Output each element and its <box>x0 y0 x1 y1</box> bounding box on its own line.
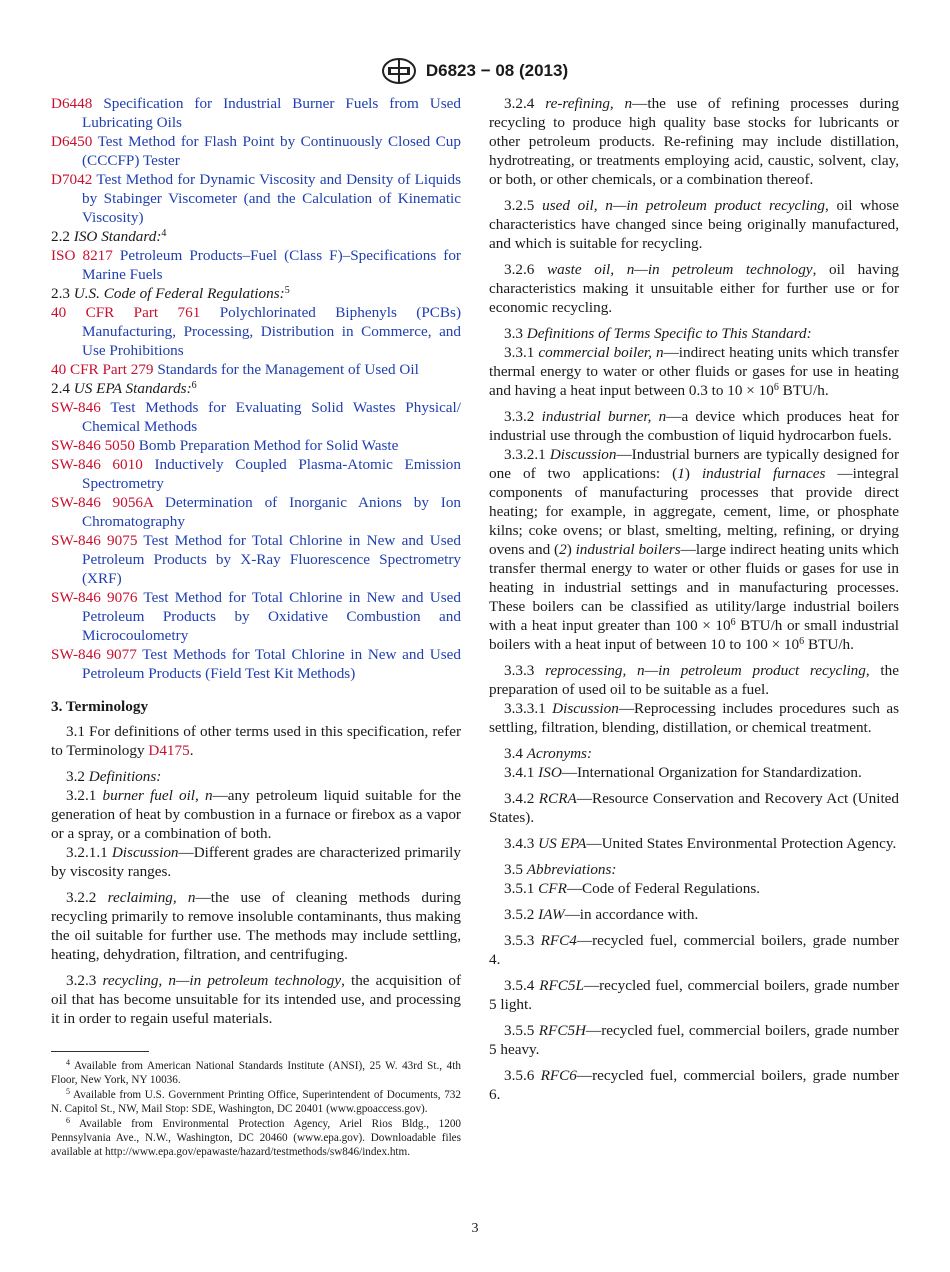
paragraph-3-4-3: 3.4.3 US EPA—United States Environmental Protection Agency. <box>504 835 897 852</box>
reference-item <box>51 94 461 132</box>
footnote: $^4$ Available from American National Standards Institute (ANSI), 25 W. 43rd St., 4th Floor, New York, NY 10036. <box>51 1058 461 1086</box>
reference-code-link[interactable]: D6450 <box>51 133 93 150</box>
paragraph-3-2-1: 3.2.1 burner fuel oil, n—any petroleum liquid suitable for the generation of heat by combustion in a furnace or firebox as a vapor or a spray, or a combination of both. <box>51 787 462 842</box>
page-number: 3 <box>471 1221 479 1236</box>
reference-code-link[interactable]: 40 CFR Part 279 <box>51 361 154 378</box>
reference-item <box>51 303 461 360</box>
left-column <box>51 94 461 1028</box>
paragraph-3-2-5: 3.2.5 used oil, n—in petroleum product recycling, oil whose characteristics have changed since being originally manufactured, and which is suitable for recycling. <box>489 197 900 252</box>
paragraph-3-3-3-1: 3.3.3.1 Discussion—Reprocessing includes procedures such as settling, filtration, blending, distillation, or chemical treatment. <box>489 700 900 736</box>
reference-item <box>51 455 461 493</box>
reference-code-link[interactable]: SW-846 9076 <box>51 589 138 606</box>
paragraph-3-2-3: 3.2.3 recycling, n—in petroleum technology, the acquisition of oil that has become unsuitable for its intended use, and processing it in order to regain useful materials. <box>51 972 462 1027</box>
reference-item <box>51 436 461 455</box>
paragraph-3-2: 3.2 Definitions: <box>66 768 162 785</box>
reference-title-link[interactable]: Test Methods for Total Chlorine in New and Used Petroleum Products (Field Test Kit Methods) <box>82 646 461 682</box>
reference-item <box>51 170 461 227</box>
astm-logo-icon <box>382 58 416 84</box>
paragraph-3-5: 3.5 Abbreviations: <box>504 861 617 878</box>
paragraph-3-3-2-1: 3.3.2.1 Discussion—Industrial burners are typically designed for one of two applications: (1) industrial furnaces —integral components of manufacturing processes that provide direct heating; for example, in aggregate, cement, lime, or phosphate kilns; coke ovens; or blast, smelting, melting, refining, or drying ovens and (2) industrial boilers—large indirect heating units which transfer thermal energy to water or other fluids or gases for use in heating in industrial settings and in manufacturing processes. These boilers can be classified as utility/large industrial boilers with a heat input greater than $100 \times 10^6$ BTU/h or small industrial boilers with a heat input of between 10 to $100 \times 10^6$ BTU/h. <box>489 446 899 653</box>
paragraph-3-2-4: 3.2.4 re-refining, n—the use of refining processes during recycling to produce high quality base stocks for lubricants or other petroleum products. Re-refining may include distillation, hydrotreating, or treatments employing acid, caustic, solvent, clay, or both, or other chemicals, or a combination thereof. <box>489 95 899 188</box>
right-column <box>489 94 899 1104</box>
reference-title-link[interactable]: Petroleum Products–Fuel (Class F)–Specifications for Marine Fuels <box>82 247 461 283</box>
reference-item <box>51 360 461 379</box>
reference-code-link[interactable]: D6448 <box>51 95 93 112</box>
reference-code-link[interactable]: D7042 <box>51 171 93 188</box>
reference-item <box>51 132 461 170</box>
reference-title-link[interactable]: Inductively Coupled Plasma-Atomic Emission Spectrometry <box>82 456 461 492</box>
paragraph-3-5-3: 3.5.3 RFC4—recycled fuel, commercial boilers, grade number 4. <box>489 932 899 968</box>
footnote: $^5$ Available from U.S. Government Printing Office, Superintendent of Documents, 732 N. Capitol St., NW, Mail Stop: SDE, Washington, DC 20401 (www.gpoaccess.gov). <box>51 1087 461 1115</box>
reference-title-link[interactable]: Test Method for Dynamic Viscosity and Density of Liquids by Stabinger Viscometer (and the Calculation of Kinematic Viscosity) <box>82 171 461 226</box>
paragraph-3-5-2: 3.5.2 IAW—in accordance with. <box>504 906 699 923</box>
reference-title-link[interactable]: Test Method for Total Chlorine in New and Used Petroleum Products by X-Ray Fluorescence Spectrometry (XRF) <box>82 532 461 587</box>
d4175-link[interactable]: D4175 <box>148 742 190 759</box>
paragraph-3-4-1: 3.4.1 ISO—International Organization for Standardization. <box>504 764 862 781</box>
paragraph-3-4-2: 3.4.2 RCRA—Resource Conservation and Recovery Act (United States). <box>489 790 900 826</box>
reference-code-link[interactable]: SW-846 6010 <box>51 456 143 473</box>
reference-item <box>51 645 461 683</box>
paragraph-3-1: 3.1 For definitions of other terms used in this specification, refer to Terminology D4175. <box>51 723 461 759</box>
page-header <box>0 57 950 85</box>
paragraph-3-3-3: 3.3.3 reprocessing, n—in petroleum product recycling, the preparation of used oil to be suitable as a fuel. <box>489 662 899 698</box>
reference-title-link[interactable]: Test Method for Total Chlorine in New and Used Petroleum Products by Oxidative Combustion and Microcoulometry <box>82 589 461 644</box>
paragraph-3-5-4: 3.5.4 RFC5L—recycled fuel, commercial boilers, grade number 5 light. <box>489 977 899 1013</box>
reference-item <box>51 531 461 588</box>
paragraph-3-4: 3.4 Acronyms: <box>504 745 593 762</box>
reference-title-link[interactable]: Bomb Preparation Method for Solid Waste <box>138 437 399 454</box>
reference-code-link[interactable]: SW-846 9056A <box>51 494 154 511</box>
paragraph-3-5-1: 3.5.1 CFR—Code of Federal Regulations. <box>504 880 761 897</box>
paragraph-3-3: 3.3 Definitions of Terms Specific to This Standard: <box>504 325 812 342</box>
iso-standard-heading: 2.2 ISO Standard:$^4$ <box>51 228 167 245</box>
ref-list-astm <box>51 94 461 227</box>
paragraph-3-2-2: 3.2.2 reclaiming, n—the use of cleaning methods during recycling primarily to remove insoluble contaminants, thus making the oil suitable for further use. The methods may include settling, heating, dehydration, filtration, and centrifuging. <box>51 889 462 963</box>
reference-code-link[interactable]: SW-846 5050 <box>51 437 135 454</box>
cfr-heading: 2.3 U.S. Code of Federal Regulations:$^5$ <box>51 285 290 302</box>
reference-code-link[interactable]: SW-846 9075 <box>51 532 138 549</box>
reference-title-link[interactable]: Test Method for Flash Point by Continuously Closed Cup (CCCFP) Tester <box>82 133 461 169</box>
document-id: D6823 − 08 (2013) <box>425 61 569 80</box>
footnote-divider <box>51 1051 149 1052</box>
reference-code-link[interactable]: SW-846 <box>51 399 101 416</box>
reference-title-link[interactable]: Specification for Industrial Burner Fuels from Used Lubricating Oils <box>82 95 461 131</box>
section-heading: 3. Terminology <box>51 698 149 715</box>
footnotes <box>51 1059 461 1160</box>
reference-title-link[interactable]: Polychlorinated Biphenyls (PCBs) Manufacturing, Processing, Distribution in Commerce, and Use Prohibitions <box>82 304 462 359</box>
reference-code-link[interactable]: 40 CFR Part 761 <box>51 304 201 321</box>
reference-item <box>51 246 461 284</box>
paragraph-3-2-1-1: 3.2.1.1 Discussion—Different grades are characterized primarily by viscosity ranges. <box>51 844 461 880</box>
paragraph-3-2-6: 3.2.6 waste oil, n—in petroleum technology, oil having characteristics making it unsuitable either for further use or for economic recycling. <box>489 261 900 316</box>
reference-code-link[interactable]: ISO 8217 <box>51 247 113 264</box>
reference-item <box>51 588 461 645</box>
reference-item <box>51 493 461 531</box>
paragraph-3-3-2: 3.3.2 industrial burner, n—a device which produces heat for industrial use through the combustion of liquid hydrocarbon fuels. <box>489 408 899 444</box>
footnote: $^6$ Available from Environmental Protection Agency, Ariel Rios Bldg., 1200 Pennsylvania Ave., N.W., Washington, DC 20460 (www.epa.gov). Downloadable files available at http://www.epa.gov/epawaste/hazard/testmethods/sw846/index.htm. <box>51 1116 462 1158</box>
paragraph-3-5-6: 3.5.6 RFC6—recycled fuel, commercial boilers, grade number 6. <box>489 1067 899 1103</box>
reference-title-link[interactable]: Test Methods for Evaluating Solid Wastes Physical/ Chemical Methods <box>82 399 461 435</box>
reference-item <box>51 398 461 436</box>
reference-code-link[interactable]: SW-846 9077 <box>51 646 137 663</box>
reference-title-link[interactable]: Determination of Inorganic Anions by Ion Chromatography <box>82 494 462 530</box>
paragraph-3-3-1: 3.3.1 commercial boiler, n—indirect heating units which transfer thermal energy to water or other fluids or gases for use in heating and having a heat input between 0.3 to $10 \times 10^6$ BTU/h. <box>489 344 899 399</box>
epa-heading: 2.4 US EPA Standards:$^6$ <box>51 380 197 397</box>
reference-title-link[interactable]: Standards for the Management of Used Oil <box>157 361 419 378</box>
paragraph-3-5-5: 3.5.5 RFC5H—recycled fuel, commercial boilers, grade number 5 heavy. <box>489 1022 899 1058</box>
